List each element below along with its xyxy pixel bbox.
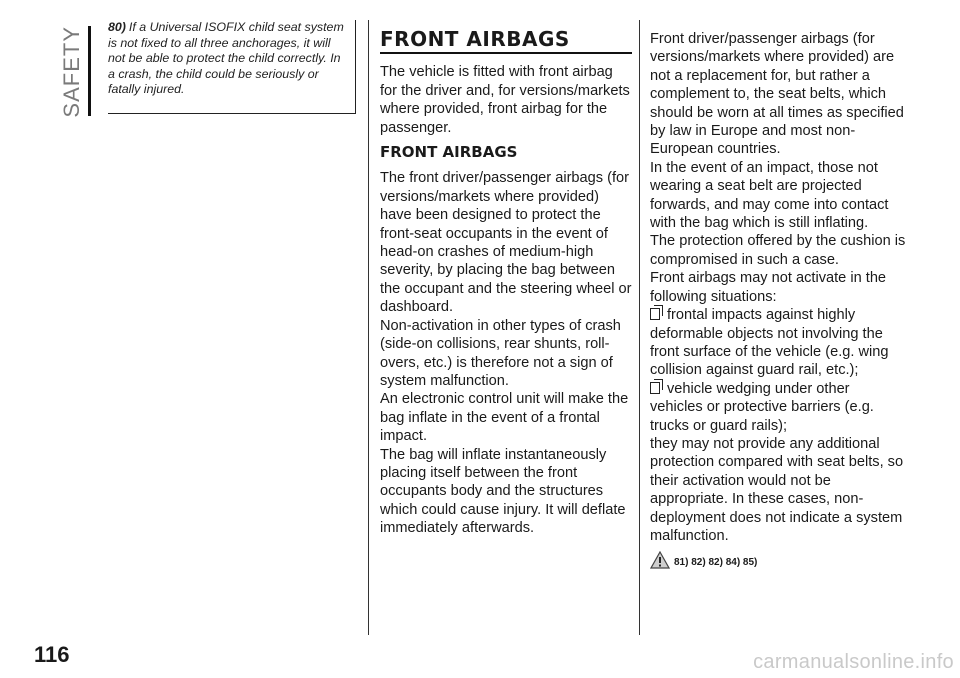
main-heading: FRONT AIRBAGS (380, 30, 632, 54)
note-text: If a Universal ISOFIX child seat system is not fixed to all three anchorages, it will not be able to protect the child correctly. In a crash, the child could be seriously or fatally injured. (108, 20, 344, 97)
warning-references (650, 551, 906, 569)
intro-paragraph: The vehicle is fitted with front airbag for the driver and, for versions/markets where provided, front airbag for the passenger. (380, 64, 630, 136)
column-middle (380, 27, 632, 538)
column-divider (639, 20, 640, 635)
body-paragraph: In the event of an impact, those not wearing a seat belt are projected forwards, and may come into contact with the bag which is still inflating. (650, 159, 889, 232)
body-paragraph: The bag will inflate instantaneously placing itself between the front occupants body and the structures which could cause injury. It will deflate immediately afterwards. (380, 446, 626, 537)
section-label: SAFETY (59, 26, 84, 118)
section-rule (88, 26, 91, 116)
note-number: 80) (108, 20, 126, 34)
bullet-icon (650, 308, 660, 320)
list-item-text: vehicle wedging under other vehicles or protective barriers (e.g. trucks or guard rails); (650, 380, 874, 434)
list-item (650, 380, 906, 435)
closing-paragraph: they may not provide any additional protection compared with seat belts, so their activation would not be appropriate. In these cases, non-deployment does not indicate a system malfunction. (650, 435, 904, 544)
body-paragraph: The front driver/passenger airbags (for versions/markets where provided) have been designed to protect the front-seat occupants in the event of head-on crashes of medium-high severity, by placing the bag between the occupant and the steering wheel or dashboard. (380, 170, 632, 316)
body-paragraph: Front driver/passenger airbags (for versions/markets where provided) are not a replacement for, but rather a complement to, the seat belts, which should be worn at all times as specified by law in Europe and most non-European countries. (650, 31, 904, 158)
column-divider (368, 20, 369, 635)
body-paragraph: An electronic control unit will make the bag inflate in the event of a frontal impact. (380, 391, 629, 445)
column-right (650, 30, 906, 569)
body-paragraph: The protection offered by the cushion is compromised in such a case. (650, 233, 906, 268)
list-item-text: frontal impacts against highly deformable objects not involving the front surface of the vehicle (e.g. wing collision against guard rail, etc.); (650, 307, 889, 379)
body-paragraph: Non-activation in other types of crash (side-on collisions, rear shunts, roll-overs, etc.) is therefore not a sign of system malfunction. (380, 317, 621, 389)
sub-heading: FRONT AIRBAGS (380, 143, 518, 162)
note-box (108, 20, 356, 114)
warning-refs-text: 81) 82) 82) 84) 85) (674, 557, 758, 569)
footer-watermark: carmanualsonline.info (753, 651, 954, 673)
body-paragraph: Front airbags may not activate in the following situations: (650, 270, 887, 305)
section-tab (61, 26, 83, 116)
bullet-icon (650, 382, 660, 394)
page-number: 116 (34, 642, 70, 667)
warning-icon (650, 551, 670, 569)
list-item (650, 306, 906, 380)
